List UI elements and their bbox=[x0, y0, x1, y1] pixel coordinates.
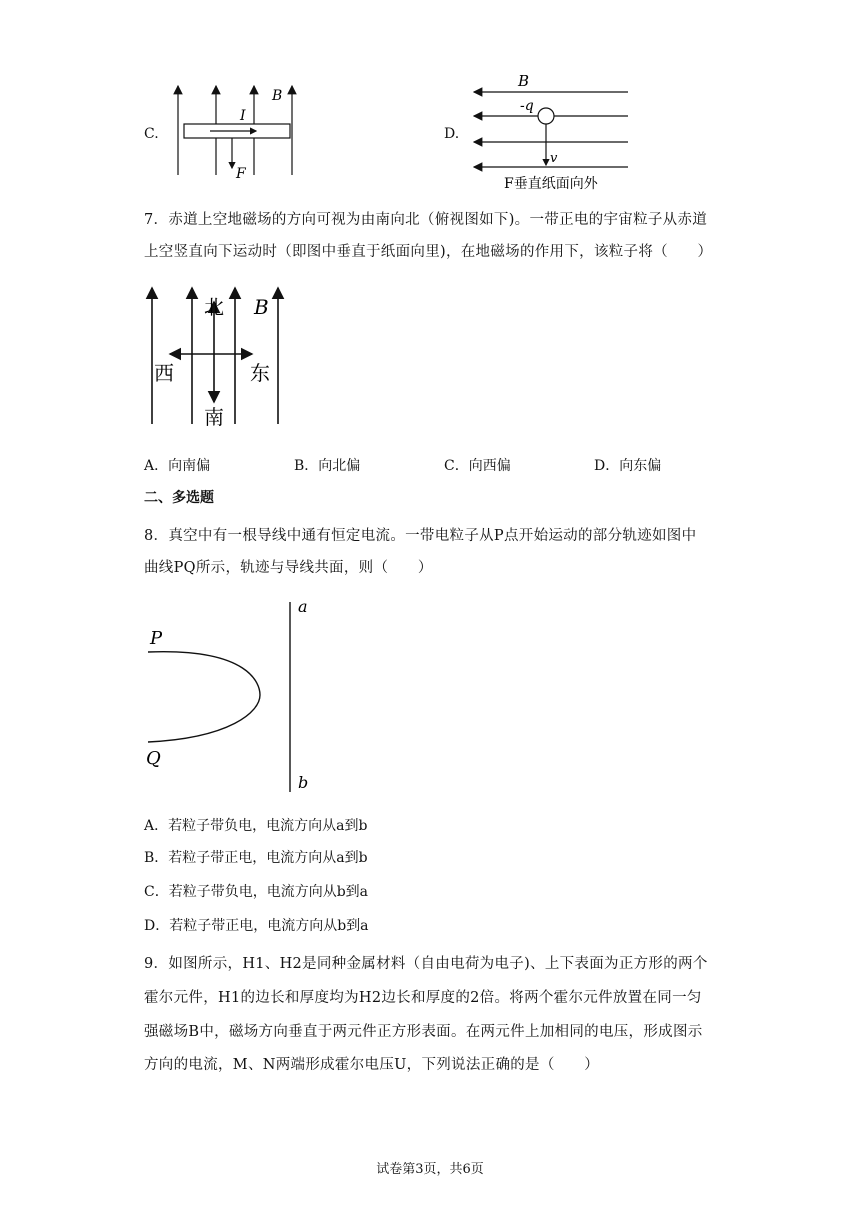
option-c-label: C. bbox=[144, 126, 159, 142]
q8-option-d: D．若粒子带正电，电流方向从b到a bbox=[144, 918, 369, 934]
label-b: B bbox=[254, 295, 269, 319]
option-d-label: D. bbox=[444, 126, 460, 142]
q7-line2: 上空竖直向下运动时（即图中垂直于纸面向里)，在地磁场的作用下，该粒子将（ ） bbox=[144, 244, 713, 260]
label-east: 东 bbox=[250, 361, 270, 385]
caption-f: F垂直纸面向外 bbox=[504, 176, 598, 192]
q9-line2: 霍尔元件，H1的边长和厚度均为H2边长和厚度的2倍。将两个霍尔元件放置在同一匀 bbox=[144, 990, 702, 1006]
label-b: B bbox=[272, 88, 283, 104]
q7-option-c: C．向西偏 bbox=[444, 458, 511, 474]
figure-q7-compass-field bbox=[140, 282, 290, 432]
label-q: -q bbox=[520, 98, 534, 114]
label-v: v bbox=[550, 151, 558, 166]
figure-c-current-in-field bbox=[170, 80, 300, 180]
q8-option-b: B．若粒子带正电，电流方向从a到b bbox=[144, 850, 368, 866]
q7-option-b: B．向北偏 bbox=[294, 458, 361, 474]
q7-option-a: A．向南偏 bbox=[144, 458, 211, 474]
label-south: 南 bbox=[204, 405, 224, 429]
label-a: a bbox=[298, 597, 308, 616]
q7-option-d: D．向东偏 bbox=[594, 458, 662, 474]
label-p: P bbox=[150, 628, 163, 649]
label-west: 西 bbox=[154, 361, 174, 385]
figure-q8-trajectory bbox=[140, 592, 330, 802]
label-b: b bbox=[298, 773, 309, 792]
q8-option-c: C．若粒子带负电，电流方向从b到a bbox=[144, 884, 369, 900]
q9-line1: 9．如图所示，H1、H2是同种金属材料（自由电荷为电子)、上下表面为正方形的两个 bbox=[144, 956, 708, 972]
label-north: 北 bbox=[204, 295, 224, 319]
q8-option-a: A．若粒子带负电，电流方向从a到b bbox=[144, 818, 368, 834]
q8-line1: 8．真空中有一根导线中通有恒定电流。一带电粒子从P点开始运动的部分轨迹如图中 bbox=[144, 528, 697, 544]
label-q: Q bbox=[146, 748, 161, 769]
figure-d-charge-in-field bbox=[468, 70, 638, 195]
label-f: F bbox=[236, 166, 246, 180]
section-heading: 二、多选题 bbox=[144, 490, 214, 506]
q8-line2: 曲线PQ所示，轨迹与导线共面，则（ ） bbox=[144, 560, 433, 576]
q7-line1: 7．赤道上空地磁场的方向可视为由南向北（俯视图如下)。一带正电的宇宙粒子从赤道 bbox=[144, 212, 708, 228]
q9-line3: 强磁场B中，磁场方向垂直于两元件正方形表面。在两元件上加相同的电压，形成图示 bbox=[144, 1024, 703, 1040]
label-b: B bbox=[518, 72, 530, 90]
label-i: I bbox=[240, 108, 246, 124]
q9-line4: 方向的电流，M、N两端形成霍尔电压U，下列说法正确的是（ ） bbox=[144, 1057, 600, 1073]
page-footer: 试卷第3页，共6页 bbox=[376, 1162, 484, 1177]
